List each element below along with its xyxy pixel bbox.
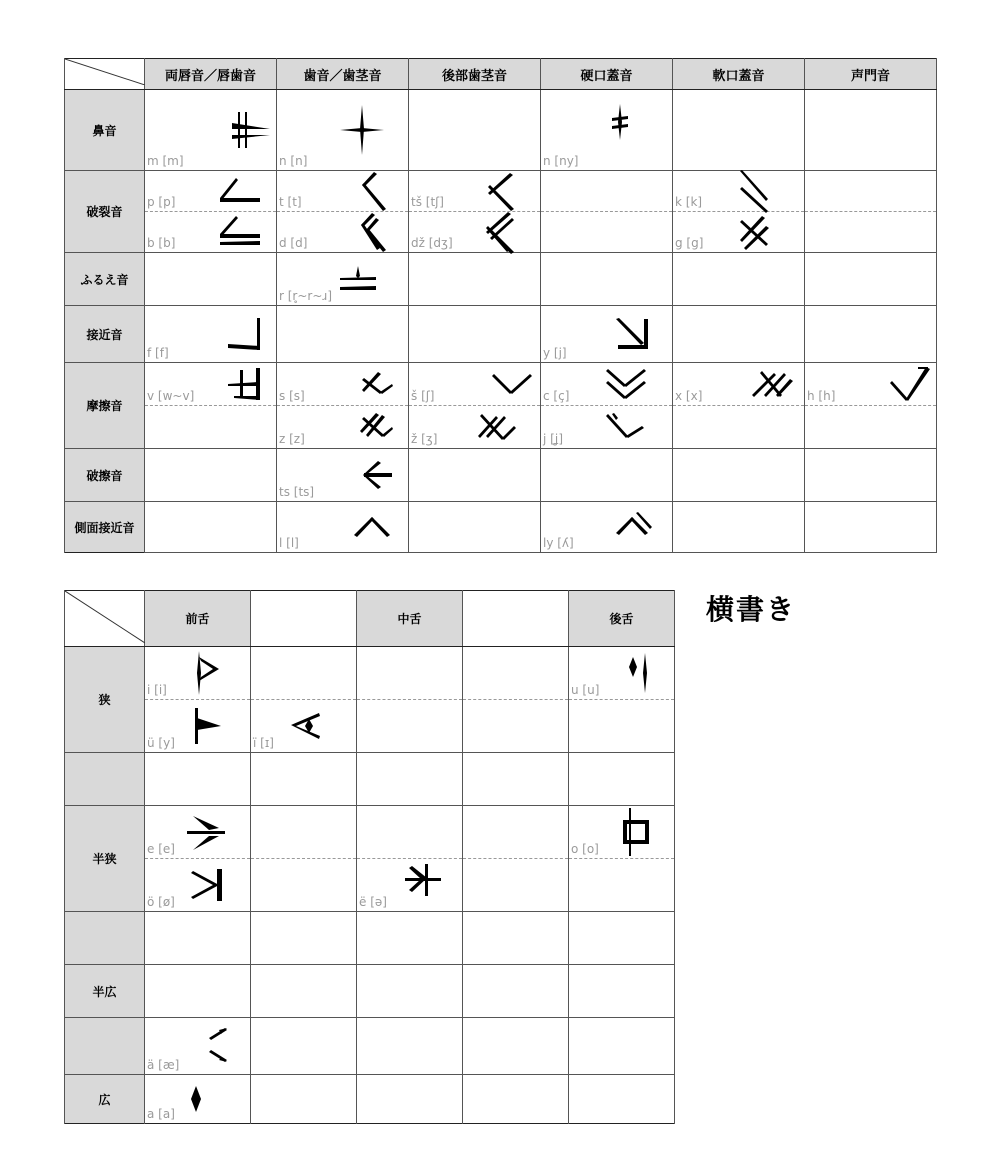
empty-cell	[673, 90, 805, 171]
empty-cell	[145, 406, 277, 449]
phoneme-label: ts [ts]	[279, 485, 315, 499]
empty-cell	[805, 171, 937, 212]
phoneme-label: k [k]	[675, 195, 703, 209]
cell-schwa	[357, 859, 463, 912]
glyph-oe-icon	[189, 869, 227, 901]
glyph-j-icon	[604, 412, 648, 442]
cell-ae	[145, 1018, 251, 1075]
row-open	[65, 1075, 675, 1124]
cell-a	[145, 1075, 251, 1124]
column-header: 硬口蓋音	[541, 59, 673, 90]
empty-cell	[145, 502, 277, 553]
phoneme-label: f [f]	[147, 346, 169, 360]
row-header: 狭	[65, 647, 145, 753]
empty-cell	[251, 912, 357, 965]
row-header: 半広	[65, 965, 145, 1018]
cell-i	[145, 647, 251, 700]
empty-cell	[569, 700, 675, 753]
row-fricative-voiceless	[65, 363, 937, 406]
cell-c	[541, 363, 673, 406]
row-blank-2	[65, 912, 675, 965]
empty-cell	[805, 253, 937, 306]
glyph-ny-icon	[610, 104, 630, 140]
empty-cell	[409, 306, 541, 363]
empty-cell	[805, 502, 937, 553]
glyph-h-icon	[888, 365, 932, 403]
empty-cell	[569, 753, 675, 806]
empty-cell	[251, 647, 357, 700]
row-approximant	[65, 306, 937, 363]
row-header: ふるえ音	[65, 253, 145, 306]
cell-g	[673, 212, 805, 253]
glyph-e-icon	[185, 812, 227, 852]
phoneme-label: m [m]	[147, 154, 184, 168]
empty-cell	[251, 859, 357, 912]
row-close-mid-1	[65, 806, 675, 859]
row-near-open	[65, 1018, 675, 1075]
phoneme-label: c [ç]	[543, 389, 570, 403]
glyph-dzh-icon	[482, 210, 516, 254]
empty-cell	[463, 965, 569, 1018]
phoneme-label: n [n]	[279, 154, 308, 168]
phoneme-label: u [u]	[571, 683, 600, 697]
glyph-ii-icon	[289, 711, 323, 741]
phoneme-label: a [a]	[147, 1107, 175, 1121]
empty-cell	[251, 965, 357, 1018]
empty-cell	[357, 753, 463, 806]
glyph-ae-icon	[205, 1026, 229, 1066]
cell-z	[277, 406, 409, 449]
empty-cell	[409, 449, 541, 502]
empty-cell	[463, 1018, 569, 1075]
empty-cell	[145, 253, 277, 306]
phoneme-label: ly [ʎ]	[543, 536, 574, 550]
glyph-s-icon	[358, 370, 394, 398]
empty-cell	[569, 1018, 675, 1075]
row-header	[65, 1018, 145, 1075]
glyph-a-icon	[189, 1084, 203, 1114]
glyph-k-icon	[734, 169, 774, 213]
cell-e	[145, 806, 251, 859]
cell-b	[145, 212, 277, 253]
empty-cell	[541, 212, 673, 253]
empty-cell	[463, 753, 569, 806]
row-header: 摩擦音	[65, 363, 145, 449]
row-header	[65, 912, 145, 965]
empty-cell	[357, 1075, 463, 1124]
row-blank-1	[65, 753, 675, 806]
empty-cell	[463, 647, 569, 700]
glyph-v-icon	[226, 366, 264, 402]
row-header: 広	[65, 1075, 145, 1124]
cell-dzh	[409, 212, 541, 253]
cell-ny	[541, 90, 673, 171]
phoneme-label: e [e]	[147, 842, 175, 856]
consonant-header-row	[65, 59, 937, 90]
row-trill	[65, 253, 937, 306]
cell-h	[805, 363, 937, 406]
phoneme-label: v [w~v]	[147, 389, 195, 403]
glyph-ly-icon	[614, 511, 654, 543]
empty-cell	[541, 171, 673, 212]
glyph-tsh-icon	[482, 171, 516, 211]
empty-cell	[673, 406, 805, 449]
cell-x	[673, 363, 805, 406]
empty-cell	[251, 753, 357, 806]
row-header: 破裂音	[65, 171, 145, 253]
glyph-i-icon	[185, 651, 221, 695]
vowel-table	[64, 590, 675, 1124]
glyph-f-icon	[226, 316, 262, 352]
glyph-y-icon	[614, 317, 650, 351]
phoneme-label: g [g]	[675, 236, 704, 250]
empty-cell	[569, 1075, 675, 1124]
diagonal-line	[65, 591, 145, 643]
empty-cell	[805, 306, 937, 363]
glyph-y-vowel-icon	[191, 708, 223, 744]
empty-cell	[463, 912, 569, 965]
row-header: 接近音	[65, 306, 145, 363]
glyph-m-icon	[228, 110, 272, 150]
empty-cell	[541, 449, 673, 502]
row-header	[65, 753, 145, 806]
empty-cell	[145, 449, 277, 502]
empty-cell	[357, 700, 463, 753]
glyph-c-icon	[604, 367, 648, 401]
cell-v	[145, 363, 277, 406]
empty-cell	[357, 1018, 463, 1075]
glyph-zh-icon	[476, 412, 520, 442]
row-header: 半狭	[65, 806, 145, 912]
cell-t	[277, 171, 409, 212]
phoneme-label: d [d]	[279, 236, 308, 250]
row-affricate	[65, 449, 937, 502]
cell-y	[541, 306, 673, 363]
phoneme-label: y [j]	[543, 346, 567, 360]
cell-n	[277, 90, 409, 171]
phoneme-label: h [h]	[807, 389, 836, 403]
cell-zh	[409, 406, 541, 449]
row-plosive-voiceless	[65, 171, 937, 212]
empty-cell	[357, 912, 463, 965]
empty-cell	[145, 965, 251, 1018]
glyph-t-icon	[358, 171, 388, 211]
empty-cell	[145, 753, 251, 806]
empty-cell	[251, 806, 357, 859]
phoneme-label: t [t]	[279, 195, 302, 209]
phoneme-label: ö [ø]	[147, 895, 175, 909]
corner-cell	[65, 591, 145, 647]
cell-tsh	[409, 171, 541, 212]
column-header: 両唇音／唇歯音	[145, 59, 277, 90]
column-header: 歯音／歯茎音	[277, 59, 409, 90]
column-header: 声門音	[805, 59, 937, 90]
phoneme-label: n [ny]	[543, 154, 579, 168]
empty-cell	[357, 806, 463, 859]
phoneme-label: b [b]	[147, 236, 176, 250]
glyph-l-icon	[352, 515, 392, 539]
glyph-z-icon	[358, 411, 394, 443]
row-plosive-voiced	[65, 212, 937, 253]
empty-cell	[357, 965, 463, 1018]
empty-cell	[463, 806, 569, 859]
empty-cell	[463, 700, 569, 753]
phoneme-label: ë [ə]	[359, 895, 387, 909]
cell-u	[569, 647, 675, 700]
row-header: 破擦音	[65, 449, 145, 502]
empty-cell	[409, 253, 541, 306]
cell-o	[569, 806, 675, 859]
column-header: 中舌	[357, 591, 463, 647]
glyph-r-icon	[338, 264, 378, 294]
empty-cell	[277, 306, 409, 363]
cell-m	[145, 90, 277, 171]
cell-j	[541, 406, 673, 449]
cell-ts	[277, 449, 409, 502]
empty-cell	[145, 912, 251, 965]
row-header: 側面接近音	[65, 502, 145, 553]
glyph-o-icon	[609, 808, 653, 856]
empty-cell	[409, 90, 541, 171]
phoneme-label: tš [tʃ]	[411, 195, 444, 209]
phoneme-label: s [s]	[279, 389, 305, 403]
glyph-sh-icon	[490, 372, 534, 396]
empty-cell	[805, 90, 937, 171]
cell-d	[277, 212, 409, 253]
phoneme-label: ž [ʒ]	[411, 432, 438, 446]
cell-sh	[409, 363, 541, 406]
phoneme-label: i [i]	[147, 683, 167, 697]
glyph-n-icon	[340, 105, 384, 155]
consonant-table	[64, 58, 937, 553]
column-header	[463, 591, 569, 647]
empty-cell	[673, 502, 805, 553]
empty-cell	[805, 406, 937, 449]
glyph-p-icon	[218, 176, 262, 206]
empty-cell	[251, 1018, 357, 1075]
row-lateral	[65, 502, 937, 553]
empty-cell	[409, 502, 541, 553]
corner-cell	[65, 59, 145, 90]
phoneme-label: z [z]	[279, 432, 305, 446]
phoneme-label: j [ʝ]	[543, 432, 564, 446]
vowel-header-row	[65, 591, 675, 647]
empty-cell	[569, 965, 675, 1018]
glyph-g-icon	[736, 212, 772, 252]
column-header: 前舌	[145, 591, 251, 647]
phoneme-label: ü [y]	[147, 736, 175, 750]
phoneme-label: x [x]	[675, 389, 703, 403]
glyph-d-icon	[358, 212, 388, 252]
empty-cell	[673, 306, 805, 363]
empty-cell	[463, 1075, 569, 1124]
empty-cell	[805, 449, 937, 502]
cell-p	[145, 171, 277, 212]
empty-cell	[673, 449, 805, 502]
row-header: 鼻音	[65, 90, 145, 171]
phoneme-label: p [p]	[147, 195, 176, 209]
row-fricative-voiced	[65, 406, 937, 449]
row-close-mid-2	[65, 859, 675, 912]
column-header: 後部歯茎音	[409, 59, 541, 90]
empty-cell	[541, 253, 673, 306]
cell-r	[277, 253, 409, 306]
glyph-schwa-icon	[403, 862, 443, 898]
cell-s	[277, 363, 409, 406]
cell-ii	[251, 700, 357, 753]
cell-y	[145, 700, 251, 753]
empty-cell	[569, 912, 675, 965]
column-header: 軟口蓋音	[673, 59, 805, 90]
phoneme-label: r [r̥~r~ɹ]	[279, 289, 333, 303]
empty-cell	[569, 859, 675, 912]
glyph-u-icon	[625, 653, 655, 693]
cell-l	[277, 502, 409, 553]
phoneme-label: l [l]	[279, 536, 299, 550]
row-close-2	[65, 700, 675, 753]
phoneme-label: ä [æ]	[147, 1058, 180, 1072]
empty-cell	[463, 859, 569, 912]
column-header: 後舌	[569, 591, 675, 647]
page-title: 横書き	[706, 593, 797, 626]
cell-f	[145, 306, 277, 363]
glyph-x-icon	[750, 369, 796, 399]
cell-oe	[145, 859, 251, 912]
glyph-b-icon	[218, 214, 262, 250]
row-open-mid	[65, 965, 675, 1018]
empty-cell	[251, 1075, 357, 1124]
row-close-1	[65, 647, 675, 700]
phoneme-label: š [ʃ]	[411, 389, 435, 403]
glyph-ts-icon	[360, 459, 394, 491]
phoneme-label: o [o]	[571, 842, 599, 856]
empty-cell	[673, 253, 805, 306]
empty-cell	[805, 212, 937, 253]
phoneme-label: dž [dʒ]	[411, 236, 453, 250]
phoneme-label: ï [ɪ]	[253, 736, 274, 750]
cell-k	[673, 171, 805, 212]
cell-ly	[541, 502, 673, 553]
diagonal-line	[65, 59, 145, 85]
row-nasal	[65, 90, 937, 171]
column-header	[251, 591, 357, 647]
empty-cell	[357, 647, 463, 700]
